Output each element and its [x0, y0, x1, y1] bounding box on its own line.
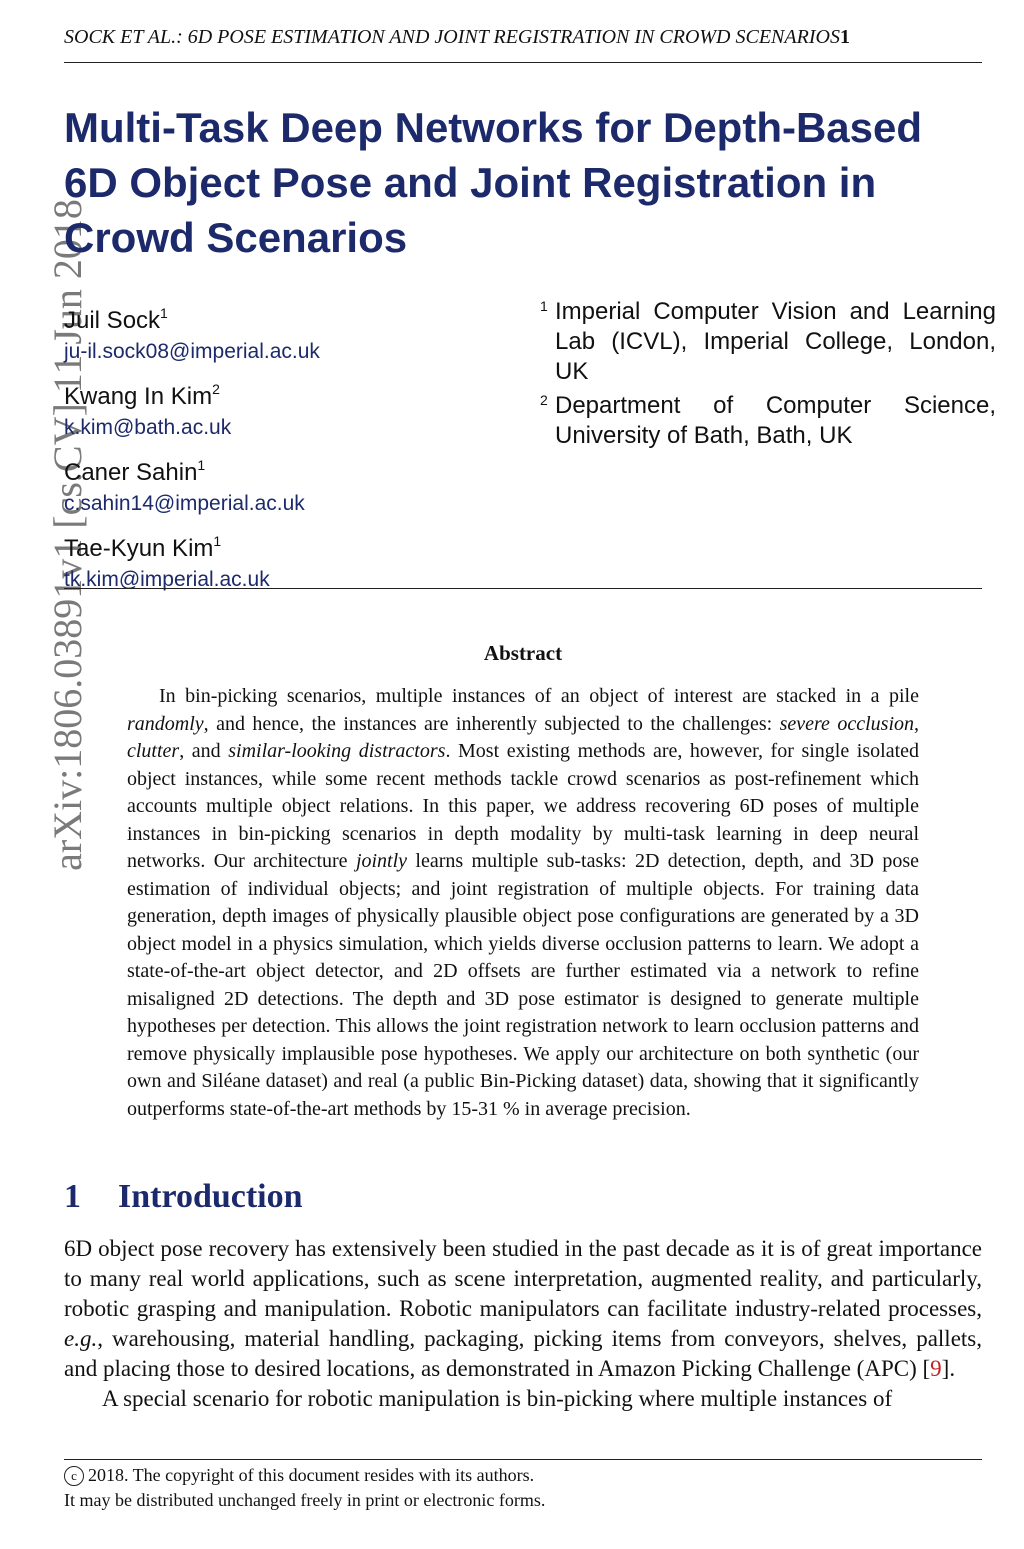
affiliation: 1 Imperial Computer Vision and Learning Lab (ICVL), Imperial College, London, UK — [540, 298, 996, 385]
title-line: Crowd Scenarios — [64, 214, 408, 261]
author-list — [64, 295, 484, 601]
author-name: Kwang In Kim$^2$ — [64, 381, 220, 410]
author-name: Caner Sahin$^1$ — [64, 457, 206, 486]
copyright-footnote: c 2018. The copyright of this document resides with its authors. It may be distributed unchanged freely in print or electronic forms. — [64, 1465, 546, 1510]
paragraph: 6D object pose recovery has extensively been studied in the past decade as it is of great importance to many real world applications, such as scene interpretation, augmented reality, and particularly, robotic grasping and manipulation. Robotic manipulators can facilitate industry-related processes, e.g., warehousing, material handling, packaging, picking items from conveyors, shelves, pallets, and placing those to desired locations, as demonstrated in Amazon Picking Challenge (APC) [9]. — [64, 1236, 982, 1381]
title-line: 6D Object Pose and Joint Registration in — [64, 159, 877, 206]
paper-title — [64, 100, 964, 265]
page-number: 1 — [839, 26, 850, 48]
section-title: Introduction — [118, 1178, 303, 1215]
running-header — [64, 26, 982, 49]
abstract-body: In bin-picking scenarios, multiple instances of an object of interest are stacked in a pile randomly, and hence, the instances are inherently subjected to the challenges: severe occlusion, clutter, and similar-looking distractors. Most existing methods are, however, for single isolated object instances, while some recent methods tackle crowd scenarios as post-refinement which accounts multiple object relations. In this paper, we address recovering 6D poses of multiple instances in bin-picking scenarios in depth modality by multi-task learning in deep neural networks. Our architecture jointly learns multiple sub-tasks: 2D detection, depth, and 3D pose estimation of individual objects; and joint registration of multiple objects. For training data generation, depth images of physically plausible object pose configurations are generated by a 3D object model in a physics simulation, which yields diverse occlusion patterns to learn. We adopt a state-of-the-art object detector, and 2D offsets are further estimated via a network to refine misaligned 2D detections. The depth and 3D pose estimator is designed to generate multiple hypotheses per detection. This allows the joint registration network to learn occlusion patterns and remove physically implausible pose hypotheses. We apply our architecture on both synthetic (our own and Siléane dataset) and real (a public Bin-Picking dataset) data, showing that it significantly outperforms state-of-the-art methods by 15-31 % in average precision. — [127, 685, 920, 1120]
title-line: Multi-Task Deep Networks for Depth-Based — [64, 104, 923, 151]
affiliation: 2 Department of Computer Science, University of Bath, Bath, UK — [540, 392, 996, 449]
abstract-heading: Abstract — [483, 641, 563, 665]
section-number: 1 — [64, 1178, 81, 1215]
copyright-icon: c — [64, 1466, 84, 1486]
header-rule — [64, 62, 982, 63]
citation-link[interactable]: 9 — [930, 1356, 942, 1381]
introduction-body — [64, 1234, 982, 1414]
arxiv-identifier-stamp: arXiv:1806.03891v1 [cs.CV] 11 Jun 2018 — [45, 199, 90, 871]
author-name: Juil Sock$^1$ — [64, 305, 168, 334]
affiliation-list — [540, 297, 996, 455]
author-email-link[interactable]: k.kim@bath.ac.uk — [64, 416, 232, 439]
author-email-link[interactable]: tk.kim@imperial.ac.uk — [64, 568, 270, 591]
footnote-rule — [64, 1459, 982, 1460]
title-block-rule — [64, 588, 982, 589]
author-name: Tae-Kyun Kim$^1$ — [64, 533, 222, 562]
paragraph: A special scenario for robotic manipulation is bin-picking where multiple instances of — [102, 1386, 893, 1411]
author-email-link[interactable]: c.sahin14@imperial.ac.uk — [64, 492, 305, 515]
section-heading — [64, 1178, 303, 1216]
author-email-link[interactable]: ju-il.sock08@imperial.ac.uk — [64, 340, 320, 363]
running-title: SOCK ET AL.: 6D POSE ESTIMATION AND JOINT REGISTRATION IN CROWD SCENARIOS — [64, 26, 840, 48]
